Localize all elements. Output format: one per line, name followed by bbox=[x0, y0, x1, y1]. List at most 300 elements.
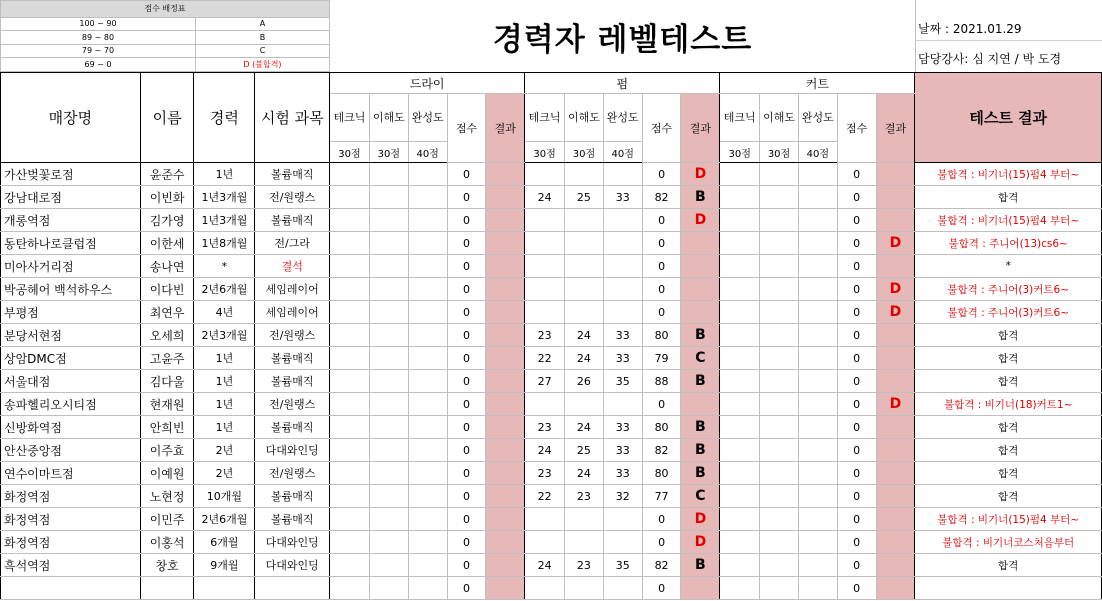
cut-technique-score bbox=[720, 462, 760, 485]
cut-technique-score bbox=[720, 439, 760, 462]
cut-grade: D bbox=[876, 232, 915, 255]
cut-completion-score bbox=[798, 462, 837, 485]
dry-completion-score bbox=[408, 531, 447, 554]
perm-technique-score bbox=[525, 508, 565, 531]
dry-grade bbox=[486, 531, 525, 554]
test-result: 합격 bbox=[915, 324, 1102, 347]
trainee-name: 노현정 bbox=[140, 485, 194, 508]
cut-total-score: 0 bbox=[837, 347, 876, 370]
cut-total-score: 0 bbox=[837, 554, 876, 577]
legend-range: 69 ~ 0 bbox=[1, 58, 196, 72]
trainee-name: 이다빈 bbox=[140, 278, 194, 301]
perm-completion-score: 33 bbox=[603, 186, 642, 209]
cut-completion-score bbox=[798, 531, 837, 554]
table-row bbox=[1, 186, 1102, 209]
cut-technique-score bbox=[720, 508, 760, 531]
test-result: 합격 bbox=[915, 186, 1102, 209]
header-completion-points: 40점 bbox=[408, 142, 447, 163]
cut-grade bbox=[876, 186, 915, 209]
cut-completion-score bbox=[798, 577, 837, 600]
perm-total-score: 0 bbox=[642, 163, 681, 186]
header-technique-points: 30점 bbox=[330, 142, 370, 163]
cut-completion-score bbox=[798, 347, 837, 370]
dry-technique-score bbox=[330, 554, 370, 577]
cut-completion-score bbox=[798, 186, 837, 209]
cut-total-score: 0 bbox=[837, 278, 876, 301]
cut-total-score: 0 bbox=[837, 485, 876, 508]
perm-technique-score: 27 bbox=[525, 370, 565, 393]
perm-completion-score: 33 bbox=[603, 324, 642, 347]
cut-understanding-score bbox=[760, 347, 799, 370]
dry-total-score: 0 bbox=[447, 577, 486, 600]
perm-completion-score bbox=[603, 393, 642, 416]
dry-total-score: 0 bbox=[447, 186, 486, 209]
dry-completion-score bbox=[408, 324, 447, 347]
store-name: 화정역점 bbox=[1, 531, 141, 554]
table-row bbox=[1, 462, 1102, 485]
perm-grade bbox=[681, 232, 720, 255]
perm-total-score: 0 bbox=[642, 232, 681, 255]
store-name: 부평점 bbox=[1, 301, 141, 324]
test-subject: 전/원랭스 bbox=[255, 393, 330, 416]
test-result: 불합격 : 비기너코스처음부터 bbox=[915, 531, 1102, 554]
header-score: 점수 bbox=[447, 94, 486, 163]
perm-technique-score bbox=[525, 232, 565, 255]
test-subject: 볼륨매직 bbox=[255, 508, 330, 531]
dry-technique-score bbox=[330, 508, 370, 531]
results-table bbox=[0, 72, 1102, 600]
dry-completion-score bbox=[408, 278, 447, 301]
header-technique: 테크닉 bbox=[720, 94, 760, 142]
perm-total-score: 0 bbox=[642, 209, 681, 232]
perm-total-score: 0 bbox=[642, 577, 681, 600]
career-length: * bbox=[194, 255, 255, 278]
cut-completion-score bbox=[798, 255, 837, 278]
store-name: 송파헬리오시티점 bbox=[1, 393, 141, 416]
header-completion: 완성도 bbox=[603, 94, 642, 142]
perm-total-score: 82 bbox=[642, 554, 681, 577]
perm-technique-score bbox=[525, 163, 565, 186]
cut-technique-score bbox=[720, 301, 760, 324]
cut-understanding-score bbox=[760, 577, 799, 600]
dry-technique-score bbox=[330, 186, 370, 209]
table-row bbox=[1, 485, 1102, 508]
test-subject: 세임레이어 bbox=[255, 301, 330, 324]
dry-technique-score bbox=[330, 462, 370, 485]
test-result: 불합격 : 비기너(18)커트1~ bbox=[915, 393, 1102, 416]
perm-total-score: 88 bbox=[642, 370, 681, 393]
cut-grade bbox=[876, 324, 915, 347]
trainee-name: 김가영 bbox=[140, 209, 194, 232]
perm-completion-score: 33 bbox=[603, 462, 642, 485]
career-length: 1년3개월 bbox=[194, 209, 255, 232]
header-completion: 완성도 bbox=[798, 94, 837, 142]
cut-technique-score bbox=[720, 209, 760, 232]
perm-grade: B bbox=[681, 439, 720, 462]
trainee-name: 현재원 bbox=[140, 393, 194, 416]
cut-completion-score bbox=[798, 163, 837, 186]
header-understanding-points: 30점 bbox=[369, 142, 408, 163]
trainee-name: 창호 bbox=[140, 554, 194, 577]
perm-completion-score bbox=[603, 301, 642, 324]
perm-completion-score bbox=[603, 531, 642, 554]
legend-grade: B bbox=[196, 31, 330, 45]
dry-grade bbox=[486, 232, 525, 255]
dry-understanding-score bbox=[369, 255, 408, 278]
table-row bbox=[1, 439, 1102, 462]
dry-understanding-score bbox=[369, 485, 408, 508]
cut-total-score: 0 bbox=[837, 508, 876, 531]
dry-understanding-score bbox=[369, 370, 408, 393]
page-title: 경력자 레벨테스트 bbox=[492, 21, 753, 58]
table-row bbox=[1, 255, 1102, 278]
store-name: 개롱역점 bbox=[1, 209, 141, 232]
cut-technique-score bbox=[720, 393, 760, 416]
test-subject bbox=[255, 577, 330, 600]
perm-grade: D bbox=[681, 508, 720, 531]
perm-technique-score: 22 bbox=[525, 485, 565, 508]
cut-total-score: 0 bbox=[837, 186, 876, 209]
perm-completion-score bbox=[603, 232, 642, 255]
career-length: 4년 bbox=[194, 301, 255, 324]
perm-completion-score: 35 bbox=[603, 370, 642, 393]
cut-grade bbox=[876, 508, 915, 531]
dry-completion-score bbox=[408, 439, 447, 462]
dry-total-score: 0 bbox=[447, 209, 486, 232]
test-subject: 다대와인딩 bbox=[255, 439, 330, 462]
dry-completion-score bbox=[408, 508, 447, 531]
perm-completion-score bbox=[603, 255, 642, 278]
career-length: 1년 bbox=[194, 393, 255, 416]
dry-grade bbox=[486, 485, 525, 508]
cut-grade: D bbox=[876, 278, 915, 301]
perm-completion-score bbox=[603, 577, 642, 600]
career-length bbox=[194, 577, 255, 600]
cut-understanding-score bbox=[760, 278, 799, 301]
dry-grade bbox=[486, 186, 525, 209]
trainee-name: 최연우 bbox=[140, 301, 194, 324]
dry-understanding-score bbox=[369, 278, 408, 301]
legend-grade: D (불합격) bbox=[196, 58, 330, 72]
career-length: 1년 bbox=[194, 370, 255, 393]
store-name: 연수이마트점 bbox=[1, 462, 141, 485]
trainee-name: 고윤주 bbox=[140, 347, 194, 370]
career-length: 1년 bbox=[194, 416, 255, 439]
table-row bbox=[1, 347, 1102, 370]
dry-completion-score bbox=[408, 577, 447, 600]
perm-technique-score: 23 bbox=[525, 416, 565, 439]
perm-total-score: 80 bbox=[642, 416, 681, 439]
test-subject: 전/그라 bbox=[255, 232, 330, 255]
cut-understanding-score bbox=[760, 485, 799, 508]
cut-understanding-score bbox=[760, 255, 799, 278]
info-divider bbox=[915, 40, 1102, 41]
cut-grade bbox=[876, 347, 915, 370]
header-section-perm: 펌 bbox=[525, 73, 720, 94]
table-row bbox=[1, 531, 1102, 554]
cut-total-score: 0 bbox=[837, 163, 876, 186]
table-row bbox=[1, 324, 1102, 347]
test-subject: 다대와인딩 bbox=[255, 531, 330, 554]
perm-technique-score bbox=[525, 278, 565, 301]
cut-grade bbox=[876, 554, 915, 577]
perm-understanding-score: 25 bbox=[565, 439, 604, 462]
dry-technique-score bbox=[330, 370, 370, 393]
test-subject: 볼륨매직 bbox=[255, 209, 330, 232]
cut-understanding-score bbox=[760, 439, 799, 462]
legend-grade: C bbox=[196, 44, 330, 58]
store-name: 가산벚꽃로점 bbox=[1, 163, 141, 186]
dry-technique-score bbox=[330, 347, 370, 370]
perm-total-score: 82 bbox=[642, 186, 681, 209]
cut-completion-score bbox=[798, 301, 837, 324]
perm-total-score: 0 bbox=[642, 508, 681, 531]
header-result: 결과 bbox=[876, 94, 915, 163]
dry-grade bbox=[486, 370, 525, 393]
perm-total-score: 0 bbox=[642, 278, 681, 301]
cut-completion-score bbox=[798, 232, 837, 255]
perm-understanding-score bbox=[565, 577, 604, 600]
perm-grade: D bbox=[681, 163, 720, 186]
dry-grade bbox=[486, 347, 525, 370]
test-result: 합격 bbox=[915, 439, 1102, 462]
dry-completion-score bbox=[408, 370, 447, 393]
dry-total-score: 0 bbox=[447, 416, 486, 439]
store-name: 신방화역점 bbox=[1, 416, 141, 439]
test-subject: 결석 bbox=[255, 255, 330, 278]
dry-understanding-score bbox=[369, 163, 408, 186]
dry-total-score: 0 bbox=[447, 462, 486, 485]
dry-total-score: 0 bbox=[447, 370, 486, 393]
dry-grade bbox=[486, 508, 525, 531]
test-date: 날짜 : 2021.01.29 bbox=[918, 22, 1022, 36]
perm-completion-score: 33 bbox=[603, 416, 642, 439]
cut-understanding-score bbox=[760, 462, 799, 485]
perm-technique-score bbox=[525, 531, 565, 554]
dry-technique-score bbox=[330, 163, 370, 186]
perm-understanding-score: 24 bbox=[565, 416, 604, 439]
dry-understanding-score bbox=[369, 531, 408, 554]
table-row bbox=[1, 301, 1102, 324]
dry-technique-score bbox=[330, 255, 370, 278]
dry-technique-score bbox=[330, 416, 370, 439]
cut-understanding-score bbox=[760, 370, 799, 393]
dry-understanding-score bbox=[369, 393, 408, 416]
store-name: 안산중앙점 bbox=[1, 439, 141, 462]
table-row bbox=[1, 370, 1102, 393]
test-subject: 다대와인딩 bbox=[255, 554, 330, 577]
table-row bbox=[1, 577, 1102, 600]
store-name: 강남대로점 bbox=[1, 186, 141, 209]
cut-understanding-score bbox=[760, 209, 799, 232]
trainee-name: 윤준수 bbox=[140, 163, 194, 186]
header-score: 점수 bbox=[642, 94, 681, 163]
test-result: 불합격 : 주니어(3)커트6~ bbox=[915, 278, 1102, 301]
header-store: 매장명 bbox=[1, 73, 141, 163]
dry-total-score: 0 bbox=[447, 554, 486, 577]
dry-grade bbox=[486, 209, 525, 232]
table-row bbox=[1, 393, 1102, 416]
header-completion: 완성도 bbox=[408, 94, 447, 142]
perm-understanding-score: 24 bbox=[565, 324, 604, 347]
cut-total-score: 0 bbox=[837, 577, 876, 600]
cut-grade bbox=[876, 370, 915, 393]
cut-completion-score bbox=[798, 508, 837, 531]
header-completion-points: 40점 bbox=[798, 142, 837, 163]
cut-understanding-score bbox=[760, 232, 799, 255]
dry-understanding-score bbox=[369, 347, 408, 370]
perm-understanding-score bbox=[565, 301, 604, 324]
cut-technique-score bbox=[720, 554, 760, 577]
cut-technique-score bbox=[720, 370, 760, 393]
dry-understanding-score bbox=[369, 508, 408, 531]
store-name: 동탄하나로클럽점 bbox=[1, 232, 141, 255]
trainee-name: 오세희 bbox=[140, 324, 194, 347]
store-name: 분당서현점 bbox=[1, 324, 141, 347]
trainee-name: 이빈화 bbox=[140, 186, 194, 209]
career-length: 1년 bbox=[194, 347, 255, 370]
perm-technique-score: 24 bbox=[525, 186, 565, 209]
cut-completion-score bbox=[798, 393, 837, 416]
cut-grade bbox=[876, 439, 915, 462]
dry-grade bbox=[486, 301, 525, 324]
perm-completion-score: 33 bbox=[603, 439, 642, 462]
career-length: 2년 bbox=[194, 462, 255, 485]
test-subject: 전/원랭스 bbox=[255, 324, 330, 347]
dry-total-score: 0 bbox=[447, 255, 486, 278]
perm-technique-score: 23 bbox=[525, 324, 565, 347]
perm-understanding-score: 23 bbox=[565, 554, 604, 577]
perm-technique-score: 24 bbox=[525, 439, 565, 462]
test-result: 합격 bbox=[915, 370, 1102, 393]
trainee-name: 안희빈 bbox=[140, 416, 194, 439]
career-length: 2년6개월 bbox=[194, 278, 255, 301]
perm-grade: C bbox=[681, 485, 720, 508]
header-section-dry: 드라이 bbox=[330, 73, 525, 94]
cut-grade bbox=[876, 531, 915, 554]
cut-completion-score bbox=[798, 278, 837, 301]
perm-grade bbox=[681, 301, 720, 324]
dry-total-score: 0 bbox=[447, 439, 486, 462]
test-result: 합격 bbox=[915, 554, 1102, 577]
perm-grade: D bbox=[681, 531, 720, 554]
dry-completion-score bbox=[408, 209, 447, 232]
trainee-name: 송나연 bbox=[140, 255, 194, 278]
test-subject: 전/원랭스 bbox=[255, 186, 330, 209]
dry-completion-score bbox=[408, 416, 447, 439]
career-length: 2년 bbox=[194, 439, 255, 462]
store-name: 서울대점 bbox=[1, 370, 141, 393]
career-length: 2년3개월 bbox=[194, 324, 255, 347]
perm-completion-score: 33 bbox=[603, 347, 642, 370]
perm-technique-score bbox=[525, 209, 565, 232]
header-name: 이름 bbox=[140, 73, 194, 163]
dry-technique-score bbox=[330, 278, 370, 301]
cut-technique-score bbox=[720, 255, 760, 278]
dry-total-score: 0 bbox=[447, 485, 486, 508]
dry-grade bbox=[486, 393, 525, 416]
perm-grade: B bbox=[681, 416, 720, 439]
cut-completion-score bbox=[798, 554, 837, 577]
header-technique-points: 30점 bbox=[720, 142, 760, 163]
career-length: 2년6개월 bbox=[194, 508, 255, 531]
perm-grade: B bbox=[681, 324, 720, 347]
dry-understanding-score bbox=[369, 554, 408, 577]
dry-understanding-score bbox=[369, 324, 408, 347]
perm-technique-score: 24 bbox=[525, 554, 565, 577]
perm-understanding-score bbox=[565, 255, 604, 278]
dry-completion-score bbox=[408, 393, 447, 416]
test-result: 합격 bbox=[915, 485, 1102, 508]
dry-grade bbox=[486, 255, 525, 278]
dry-technique-score bbox=[330, 485, 370, 508]
test-result: 합격 bbox=[915, 462, 1102, 485]
career-length: 1년3개월 bbox=[194, 186, 255, 209]
score-legend bbox=[0, 0, 330, 72]
cut-total-score: 0 bbox=[837, 301, 876, 324]
perm-understanding-score: 23 bbox=[565, 485, 604, 508]
test-subject: 볼륨매직 bbox=[255, 485, 330, 508]
cut-total-score: 0 bbox=[837, 209, 876, 232]
cut-technique-score bbox=[720, 186, 760, 209]
test-result: * bbox=[915, 255, 1102, 278]
perm-total-score: 80 bbox=[642, 462, 681, 485]
store-name: 흑석역점 bbox=[1, 554, 141, 577]
perm-grade bbox=[681, 255, 720, 278]
dry-grade bbox=[486, 439, 525, 462]
trainee-name: 이민주 bbox=[140, 508, 194, 531]
dry-understanding-score bbox=[369, 577, 408, 600]
dry-total-score: 0 bbox=[447, 347, 486, 370]
header-completion-points: 40점 bbox=[603, 142, 642, 163]
test-subject: 볼륨매직 bbox=[255, 163, 330, 186]
cut-technique-score bbox=[720, 577, 760, 600]
perm-understanding-score bbox=[565, 393, 604, 416]
header-result: 결과 bbox=[681, 94, 720, 163]
perm-technique-score bbox=[525, 577, 565, 600]
test-subject: 볼륨매직 bbox=[255, 416, 330, 439]
dry-completion-score bbox=[408, 485, 447, 508]
store-name: 화정역점 bbox=[1, 485, 141, 508]
dry-understanding-score bbox=[369, 301, 408, 324]
cut-completion-score bbox=[798, 324, 837, 347]
cut-understanding-score bbox=[760, 531, 799, 554]
cut-total-score: 0 bbox=[837, 531, 876, 554]
perm-technique-score: 22 bbox=[525, 347, 565, 370]
dry-understanding-score bbox=[369, 416, 408, 439]
dry-completion-score bbox=[408, 554, 447, 577]
dry-grade bbox=[486, 324, 525, 347]
cut-total-score: 0 bbox=[837, 393, 876, 416]
perm-total-score: 0 bbox=[642, 255, 681, 278]
test-subject: 볼륨매직 bbox=[255, 347, 330, 370]
test-subject: 볼륨매직 bbox=[255, 370, 330, 393]
dry-grade bbox=[486, 278, 525, 301]
career-length: 1년 bbox=[194, 163, 255, 186]
header-section-cut: 커트 bbox=[720, 73, 915, 94]
perm-total-score: 82 bbox=[642, 439, 681, 462]
cut-grade bbox=[876, 163, 915, 186]
dry-technique-score bbox=[330, 301, 370, 324]
header-understanding-points: 30점 bbox=[565, 142, 604, 163]
dry-total-score: 0 bbox=[447, 163, 486, 186]
perm-grade: C bbox=[681, 347, 720, 370]
cut-understanding-score bbox=[760, 324, 799, 347]
career-length: 1년8개월 bbox=[194, 232, 255, 255]
test-result: 불합격 : 주니어(3)커트6~ bbox=[915, 301, 1102, 324]
cut-technique-score bbox=[720, 163, 760, 186]
table-row bbox=[1, 163, 1102, 186]
